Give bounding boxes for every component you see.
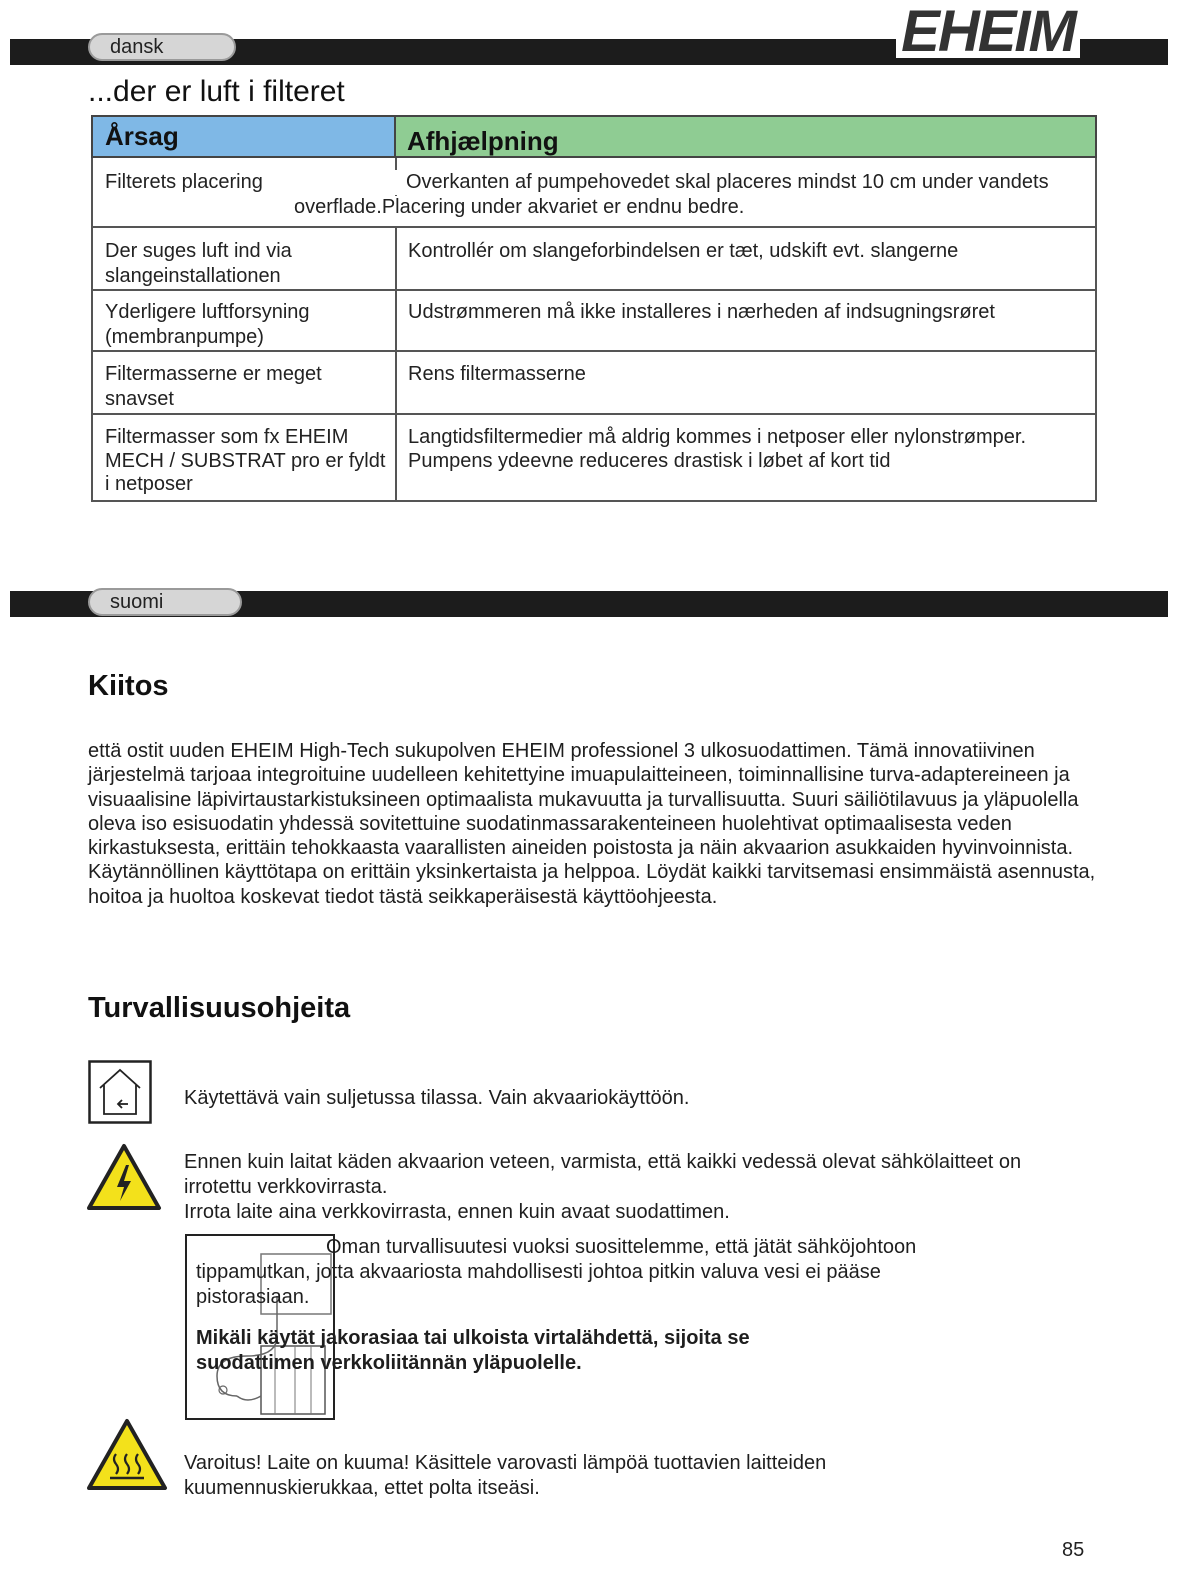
- page-number: 85: [1062, 1539, 1085, 1561]
- table-row: [91, 415, 1097, 502]
- header-label-cause: Årsag: [105, 121, 179, 151]
- table-row: [91, 352, 1097, 415]
- thanks-paragraph: että ostit uuden EHEIM High-Tech sukupolven EHEIM professionel 3 ulkosuodattimen. Tämä innovatiivinen järjestelmä tarjoaa integroituine uudelleen kehitettyine imuapulaitteineen, toiminnallisine turva-adaptereineen ja visuaalisine läpivirtaustarkistuksineen optimaalista mukavuutta ja turvallisuutta. Suuri säiliötilavuus ja yläpuolella oleva iso esisuodatin yhdessä sovitettuine suodatinmassarakenteineen huolehtivat optimaalisesta veden kirkastuksesta, erittäin tehokkaasta vaarallisten aineiden poistosta ja näin akvaarion asukkaiden hyvinvoinnista. Käytännöllinen käyttötapa on erittäin yksinkertaista ja helppoa. Löydät kaikki tarvitsemasi ensimmäistä asennusta, hoitoa ja huoltoa koskevat tiedot tästä seikkaperäisestä käyttöohjeesta.: [88, 740, 1096, 908]
- safety-title: Turvallisuusohjeita: [88, 992, 351, 1024]
- remedy-cell: Rens filtermasserne: [408, 363, 586, 385]
- table-header-remedy: [394, 115, 1097, 158]
- header-label-remedy: Afhjælpning: [407, 126, 559, 156]
- thanks-title: Kiitos: [88, 670, 169, 702]
- remedy-cell: Overkanten af pumpehovedet skal placeres mindst 10 cm under vandets overflade.Placering under akvariet er endnu bedre.: [294, 171, 1049, 218]
- cause-cell: Filtermasserne er meget snavset: [105, 363, 322, 410]
- language-tab-dansk: dansk: [88, 33, 236, 61]
- eheim-logo: EHEIM: [896, 6, 1080, 58]
- safety-text: Ennen kuin laitat käden akvaarion veteen, varmista, että kaikki vedessä olevat sähkölaitteet on irrotettu verkkovirrasta. Irrota laite aina verkkovirrasta, ennen kuin avaat suodattimen.: [184, 1151, 1022, 1223]
- cause-cell: Der suges luft ind via slangeinstallationen: [105, 240, 292, 287]
- cause-cell: Filterets placering: [105, 170, 405, 195]
- language-tab-suomi: suomi: [88, 588, 242, 616]
- cause-cell: Yderligere luftforsyning (membranpumpe): [105, 301, 310, 348]
- indoor-house-icon: [88, 1060, 152, 1124]
- remedy-cell: Langtidsfiltermedier må aldrig kommes i netposer eller nylonstrømper. Pumpens ydeevne reduceres drastisk i løbet af kort tid: [408, 426, 1027, 472]
- electric-warning-icon: [86, 1143, 162, 1211]
- safety-bold-text: Mikäli käytät jakorasiaa tai ulkoista virtalähdettä, sijoita se suodattimen verkkoliitännän yläpuolelle.: [196, 1327, 750, 1374]
- remedy-cell: Kontrollér om slangeforbindelsen er tæt, udskift evt. slangerne: [408, 240, 959, 262]
- hot-surface-warning-icon: [86, 1418, 168, 1492]
- remedy-cell: Udstrømmeren må ikke installeres i nærheden af indsugningsrøret: [408, 301, 995, 323]
- cause-cell: Filtermasser som fx EHEIM MECH / SUBSTRAT pro er fyldt i netposer: [105, 426, 386, 495]
- safety-text: Oman turvallisuutesi vuoksi suosittelemme, että jätät sähköjohtoon tippamutkan, jotta akvaariosta mahdollisesti johtoa pitkin valuva vesi ei pääse pistorasiaan.: [196, 1236, 917, 1308]
- safety-text: Varoitus! Laite on kuuma! Käsittele varovasti lämpöä tuottavien laitteiden kuumennuskierukkaa, ettet polta itseäsi.: [184, 1452, 827, 1499]
- table-header-cause: [91, 115, 396, 158]
- table-row: [91, 228, 1097, 291]
- section-title-dansk: ...der er luft i filteret: [88, 75, 345, 108]
- safety-text: Käytettävä vain suljetussa tilassa. Vain akvaariokäyttöön.: [184, 1087, 690, 1109]
- table-row: [91, 291, 1097, 352]
